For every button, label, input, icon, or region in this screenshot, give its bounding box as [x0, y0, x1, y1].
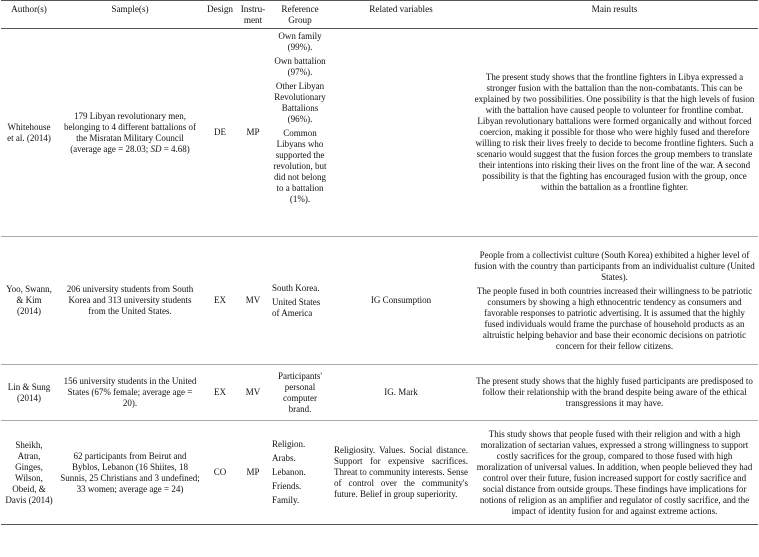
reference-item: Participants' personal computer brand. — [277, 370, 323, 414]
results-text: The present study shows that the highly fused participants are predisposed to follow their relationship with the brand despite being aware of the ethical transgressions it may have. — [476, 376, 753, 408]
reference-item: United States of America — [272, 296, 321, 318]
reference-item: Common Libyans who supported the revolution, but did not belong to a battalion (1%). — [273, 128, 327, 204]
instrument-cell: MV — [237, 237, 269, 365]
reference-cell — [269, 365, 331, 421]
header-author: Author(s) — [1, 1, 57, 29]
reference-cell — [269, 29, 331, 237]
design-cell: EX — [203, 365, 237, 421]
header-related-variables: Related variables — [331, 1, 471, 29]
reference-item: Religion. — [272, 439, 306, 449]
reference-cell — [269, 421, 331, 525]
results-cell — [471, 365, 758, 421]
design-cell: DE — [203, 29, 237, 237]
related-cell: Religiosity. Values. Social distance. Support for expensive sacrifices. Threat to community interests. Sense of control over the community's future. Belief in group superiority. — [331, 421, 471, 525]
results-text: The present study shows that the frontline fighters in Libya expressed a stronger fusion with the battalion than the non-combatants. This can be explained by two possibilities. One possibility is that the high levels of fusion with the battalion have caused people to volunteer for frontline combat. Libyan revolutionary battalions were formed organically and without forced coercion, making it possible for those who were highly fused and therefore willing to risk their lives freely to decide to become frontline fighters. Such a scenario would suggest that the fusion forces the group members to translate their intentions into risking their lives on the front line of the war. A second possibility is that the fighting has encouraged fusion with the group, once within the battalion as a frontline fighter. — [474, 72, 755, 192]
sample-text-end: = 4.68) — [161, 143, 190, 154]
results-cell — [471, 29, 758, 237]
sample-text: 179 Libyan revolutionary men, belonging to 4 different battalions of the Misratan Military Council (average age = 28.03; — [63, 110, 197, 154]
sample-cell — [57, 29, 203, 237]
sample-cell: 62 participants from Beirut and Byblos, Lebanon (16 Shiites, 18 Sunnis, 25 Christians and 3 undefined; 33 women; average age = 24) — [57, 421, 203, 525]
reference-item: Lebanon. — [272, 467, 306, 477]
reference-item: Own battalion (97%). — [274, 56, 326, 77]
author-cell: Whitehouse et al. (2014) — [1, 29, 57, 237]
results-text: The people fused in both countries increased their willingness to be patriotic consumers by showing a high ethnocentric tendency as consumers and favorable responses to patriotic advertising. It is assumed that the highly fused individuals would frame the purchase of household products as an altruistic helping behavior and base their economic decisions on patriotic concern for their fellow citizens. — [476, 285, 753, 351]
reference-item: Other Libyan Revolutionary Battalions (96%). — [274, 81, 326, 124]
results-cell — [471, 237, 758, 365]
sample-cell: 206 university students from South Korea and 313 university students from the United States. — [57, 237, 203, 365]
reference-item: Friends. — [272, 481, 302, 491]
design-cell: CO — [203, 421, 237, 525]
reference-item: Own family (99%). — [278, 31, 322, 52]
sd-label: SD — [150, 143, 162, 154]
related-cell — [331, 29, 471, 237]
reference-item: South Korea. — [272, 282, 320, 293]
table-row — [1, 29, 758, 237]
table-row — [1, 237, 758, 365]
design-cell: EX — [203, 237, 237, 365]
results-text: People from a collectivist culture (South Korea) exhibited a higher level of fusion with the country than participants from an individualist culture (United States). — [474, 249, 755, 282]
results-cell — [471, 421, 758, 525]
header-instrument: Instru-ment — [237, 1, 269, 29]
table-row — [1, 421, 758, 525]
related-cell: IG. Mark — [331, 365, 471, 421]
instrument-cell: MP — [237, 421, 269, 525]
author-cell: Lin & Sung (2014) — [1, 365, 57, 421]
reference-cell — [269, 237, 331, 365]
instrument-cell: MV — [237, 365, 269, 421]
header-main-results: Main results — [471, 1, 758, 29]
instrument-cell: MP — [237, 29, 269, 237]
header-row — [1, 1, 758, 29]
table-row — [1, 365, 758, 421]
author-cell: Yoo, Swann, & Kim (2014) — [1, 237, 57, 365]
author-cell: Sheikh, Atran, Ginges, Wilson, Obeid, & Davis (2014) — [1, 421, 57, 525]
related-cell: IG Consumption — [331, 237, 471, 365]
sample-cell: 156 university students in the United States (67% female; average age = 20). — [57, 365, 203, 421]
header-sample: Sample(s) — [57, 1, 203, 29]
results-text: This study shows that people fused with their religion and with a high moralization of sectarian values, expressed a strong willingness to support costly sacrifices for the group, compared to those fused with high moralization of universal values. In addition, when people believed they had control over their future, fusion increased support for costly sacrifice and social distance from outside groups. These findings have implications for notions of religion as an amplifier and regulator of costly sacrifice, and the impact of identity fusion for and against extreme actions. — [476, 428, 753, 516]
studies-table — [1, 0, 758, 525]
header-design: Design — [203, 1, 237, 29]
reference-item: Arabs. — [272, 453, 296, 463]
header-reference-group: Reference Group — [269, 1, 331, 29]
reference-item: Family. — [272, 495, 300, 505]
